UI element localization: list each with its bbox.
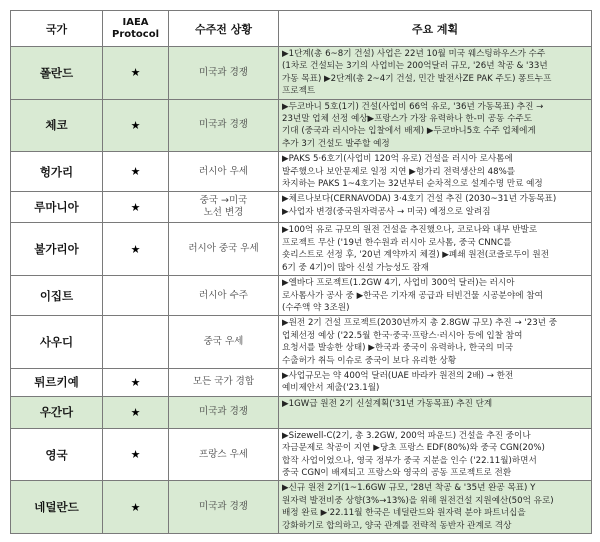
status-cell: 러시아 수주 bbox=[169, 276, 279, 316]
plan-cell: ▶PAKS 5·6호기(사업비 120억 유로) 건설을 러시아 로사톰에 발주했으나 보안문제로 일정 지연 ▶헝가리 전력생산의 48%를 차지하는 PAKS 1~4호기는 32년부터 순차적으로 설계수명 만료 예정 bbox=[279, 152, 592, 192]
status-cell: 미국과 경쟁 bbox=[169, 47, 279, 100]
country-cell: 루마니아 bbox=[11, 192, 103, 223]
status-cell: 러시아 우세 bbox=[169, 152, 279, 192]
status-cell: 프랑스 우세 bbox=[169, 428, 279, 481]
country-cell: 불가리아 bbox=[11, 223, 103, 276]
status-cell: 미국과 경쟁 bbox=[169, 481, 279, 534]
header-country: 국가 bbox=[11, 11, 103, 47]
table-row bbox=[11, 368, 592, 396]
header-row bbox=[11, 11, 592, 47]
table-row bbox=[11, 47, 592, 100]
iaea-star-icon: ★ bbox=[103, 428, 169, 481]
plan-cell: ▶1단계(총 6~8기 건설) 사업은 22년 10월 미국 웨스팅하우스가 수주 (1차로 건설되는 3기의 사업비는 200억달러 규모, '26년 착공 & '33년 가동 목표) ▶2단계(총 2~4기 건설, 민간 발전사ZE PAK 주도) 퐁트누프 프로젝트 bbox=[279, 47, 592, 100]
iaea-star-icon: ★ bbox=[103, 47, 169, 100]
status-cell: 중국 →미국 노선 변경 bbox=[169, 192, 279, 223]
status-cell: 미국과 경쟁 bbox=[169, 396, 279, 428]
country-cell: 영국 bbox=[11, 428, 103, 481]
nuclear-export-table bbox=[10, 10, 592, 534]
country-cell: 폴란드 bbox=[11, 47, 103, 100]
plan-cell: ▶체르나보다(CERNAVODA) 3·4호기 건설 추진 (2030~31년 가동목표) ▶사업자 변경(중국원자력공사 → 미국) 예정으로 알려짐 bbox=[279, 192, 592, 223]
plan-cell: ▶신규 원전 2기(1~1.6GW 규모, '28년 착공 & '35년 완공 목표) Y 원자력 발전비중 상향(3%→13%)을 위해 원전건설 지원예산(50억 유로) 배정 완료 ▶'22.11월 한국은 네덜란드와 원자력 분야 파트너십을 강화하기로 합의하고, 양국 관계를 전략적 동반자 관계로 격상 bbox=[279, 481, 592, 534]
header-iaea-protocol: IAEA Protocol bbox=[103, 11, 169, 47]
table-row bbox=[11, 396, 592, 428]
table-row bbox=[11, 152, 592, 192]
header-plan: 주요 계획 bbox=[279, 11, 592, 47]
iaea-star-icon bbox=[103, 316, 169, 369]
country-cell: 사우디 bbox=[11, 316, 103, 369]
status-cell: 러시아 중국 우세 bbox=[169, 223, 279, 276]
iaea-star-icon: ★ bbox=[103, 192, 169, 223]
table-row bbox=[11, 223, 592, 276]
plan-cell: ▶1GW급 원전 2기 신설계획('31년 가동목표) 추진 단계 bbox=[279, 396, 592, 428]
iaea-star-icon bbox=[103, 276, 169, 316]
country-cell: 체코 bbox=[11, 99, 103, 152]
iaea-star-icon: ★ bbox=[103, 99, 169, 152]
plan-cell: ▶원전 2기 건설 프로젝트(2030년까지 총 2.8GW 규모) 추진 → '23년 중 업체선정 예상 ('22.5월 한국·중국·프랑스·러시아 등에 입찰 참여 요청서를 발송한 상태) ▶한국과 중국이 유력하나, 한국의 미국 수출허가 취득 이슈로 중국이 보다 유리한 상황 bbox=[279, 316, 592, 369]
plan-cell: ▶Sizewell-C(2기, 총 3.2GW, 200억 파운드) 건설을 추진 중이나 자금문제로 착공이 지연 ▶당초 프랑스 EDF(80%)와 중국 CGN(20%) 합작 사업이었으나, 영국 정부가 중국 지분을 인수 ('22.11월)하면서 중국 CGN이 배제되고 프랑스와 영국의 공동 프로젝트로 전환 bbox=[279, 428, 592, 481]
plan-cell: ▶엘바다 프로젝트(1.2GW 4기, 사업비 300억 달러)는 러시아 로사톰사가 공사 중 ▶한국은 기자재 공급과 터빈건물 시공분야에 참여 (수주액 약 3조원) bbox=[279, 276, 592, 316]
iaea-star-icon: ★ bbox=[103, 223, 169, 276]
table-row bbox=[11, 276, 592, 316]
table-row bbox=[11, 99, 592, 152]
country-cell: 네덜란드 bbox=[11, 481, 103, 534]
status-cell: 중국 우세 bbox=[169, 316, 279, 369]
country-cell: 튀르키예 bbox=[11, 368, 103, 396]
plan-cell: ▶사업규모는 약 400억 달러(UAE 바라카 원전의 2배) → 한전 예비제안서 제출('23.1월) bbox=[279, 368, 592, 396]
iaea-star-icon: ★ bbox=[103, 152, 169, 192]
plan-cell: ▶두코바니 5호(1기) 건설(사업비 66억 유로, '36년 가동목표) 추진 → 23년말 업체 선정 예상▶프랑스가 가장 유력하나 한-미 공동 수주도 기대 (중국과 러시아는 입찰에서 배제) ▶두코바니5호 수주 업체에게 추가 3기 건설도 발주할 예정 bbox=[279, 99, 592, 152]
iaea-star-icon: ★ bbox=[103, 396, 169, 428]
iaea-star-icon: ★ bbox=[103, 368, 169, 396]
table-row bbox=[11, 192, 592, 223]
header-status: 수주전 상황 bbox=[169, 11, 279, 47]
table-row bbox=[11, 316, 592, 369]
country-cell: 헝가리 bbox=[11, 152, 103, 192]
plan-cell: ▶100억 유로 규모의 원전 건설을 추진했으나, 코로나와 내부 반발로 프로젝트 무산 ('19년 한수원과 러시아 로사톰, 중국 CNNC를 숏리스트로 선정 후, '20년 계약까지 체결) ▶폐쇄 원전(코즐로두이 원전 6기 중 4기)이 많아 신설 가능성도 잠재 bbox=[279, 223, 592, 276]
country-cell: 우간다 bbox=[11, 396, 103, 428]
iaea-star-icon: ★ bbox=[103, 481, 169, 534]
table-row bbox=[11, 428, 592, 481]
status-cell: 미국과 경쟁 bbox=[169, 99, 279, 152]
table-row bbox=[11, 481, 592, 534]
status-cell: 모든 국가 경합 bbox=[169, 368, 279, 396]
country-cell: 이집트 bbox=[11, 276, 103, 316]
